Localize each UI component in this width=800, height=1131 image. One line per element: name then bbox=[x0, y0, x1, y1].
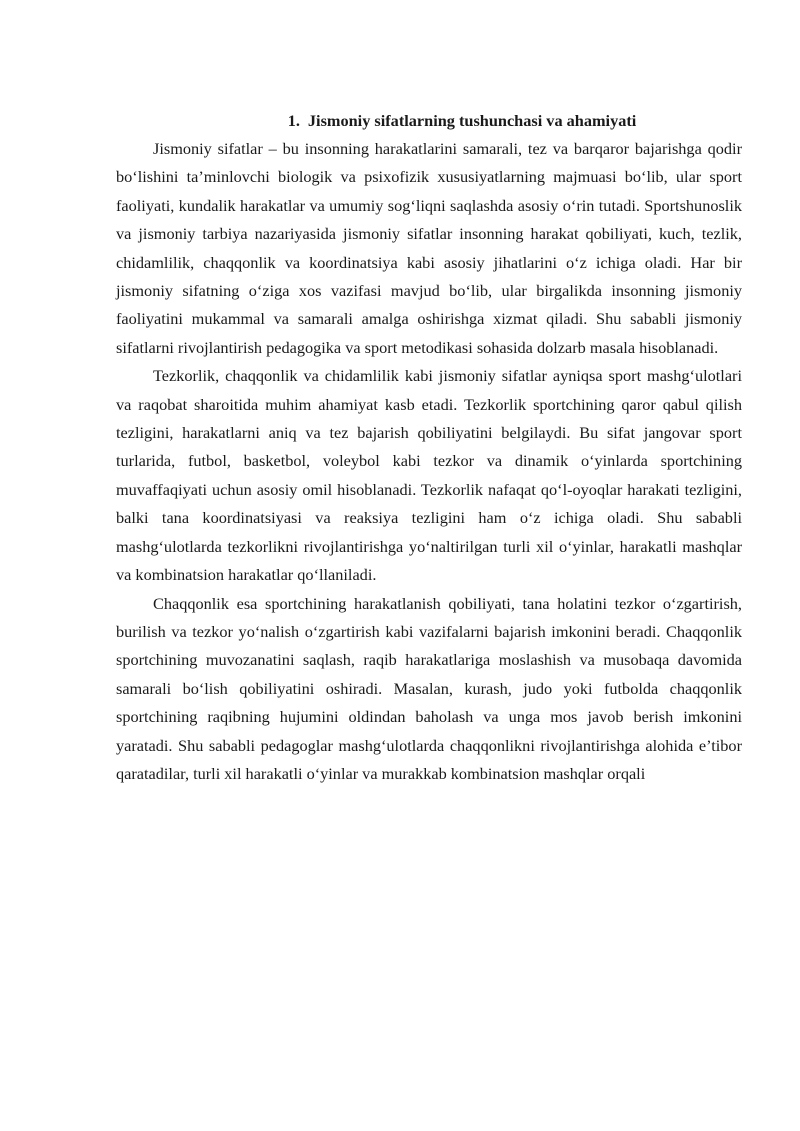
section-heading bbox=[182, 107, 742, 135]
paragraph-3: Chaqqonlik esa sportchining harakatlanish qobiliyati, tana holatini tezkor o‘zgartirish, burilish va tezkor yo‘nalish o‘zgartirish kabi vazifalarni bajarish imkonini beradi. Chaqqonlik sportchining muvozanatini saqlash, raqib harakatlariga moslashish va musobaqa davomida samarali bo‘lish qobiliyatini oshiradi. Masalan, kurash, judo yoki futbolda chaqqonlik sportchining raqibning hujumini oldindan baholash va unga mos javob berish imkonini yaratadi. Shu sababli pedagoglar mashg‘ulotlarda chaqqonlikni rivojlantirishga alohida e’tibor qaratadilar, turli xil harakatli o‘yinlar va murakkab kombinatsion mashqlar orqali bbox=[116, 593, 742, 783]
document-body bbox=[116, 107, 742, 788]
paragraph-2: Tezkorlik, chaqqonlik va chidamlilik kabi jismoniy sifatlar ayniqsa sport mashg‘ulotlari va raqobat sharoitida muhim ahamiyat kasb etadi. Tezkorlik sportchining qaror qabul qilish tezligini, harakatlarni aniq va tez bajarish qobiliyatini belgilaydi. Bu sifat jangovar sport turlarida, futbol, basketbol, voleybol kabi tezkor va dinamik o‘yinlarda sportchining muvaffaqiyati uchun asosiy omil hisoblanadi. Tezkorlik nafaqat qo‘l-oyoqlar harakati tezligini, balki tana koordinatsiyasi va reaksiya tezligini ham o‘z ichiga oladi. Shu sababli mashg‘ulotlarda tezkorlikni rivojlantirishga yo‘naltirilgan turli xil o‘yinlar, harakatli mashqlar va kombinatsion harakatlar qo‘llaniladi. bbox=[116, 366, 742, 585]
section-title: Jismoniy sifatlarning tushunchasi va ahamiyati bbox=[307, 111, 637, 130]
paragraph-1: Jismoniy sifatlar – bu insonning harakatlarini samarali, tez va barqaror bajarishga qodir bo‘lishini ta’minlovchi biologik va psixofizik xususiyatlarning majmuasi bo‘lib, ular sport faoliyati, kundalik harakatlar va umumiy sog‘liqni saqlashda asosiy o‘rin tutadi. Sportshunoslik va jismoniy tarbiya nazariyasida jismoniy sifatlar insonning harakat qobiliyati, kuch, tezlik, chidamlilik, chaqqonlik va koordinatsiya kabi asosiy jihatlarini o‘z ichiga oladi. Har bir jismoniy sifatning o‘ziga xos vazifasi mavjud bo‘lib, ular birgalikda insonning jismoniy faoliyatini mukammal va samarali amalga oshirishga xizmat qiladi. Shu sababli jismoniy sifatlarni rivojlantirish pedagogika va sport metodikasi sohasida dolzarb masala hisoblanadi. bbox=[116, 139, 742, 357]
section-number: 1. bbox=[287, 111, 300, 130]
